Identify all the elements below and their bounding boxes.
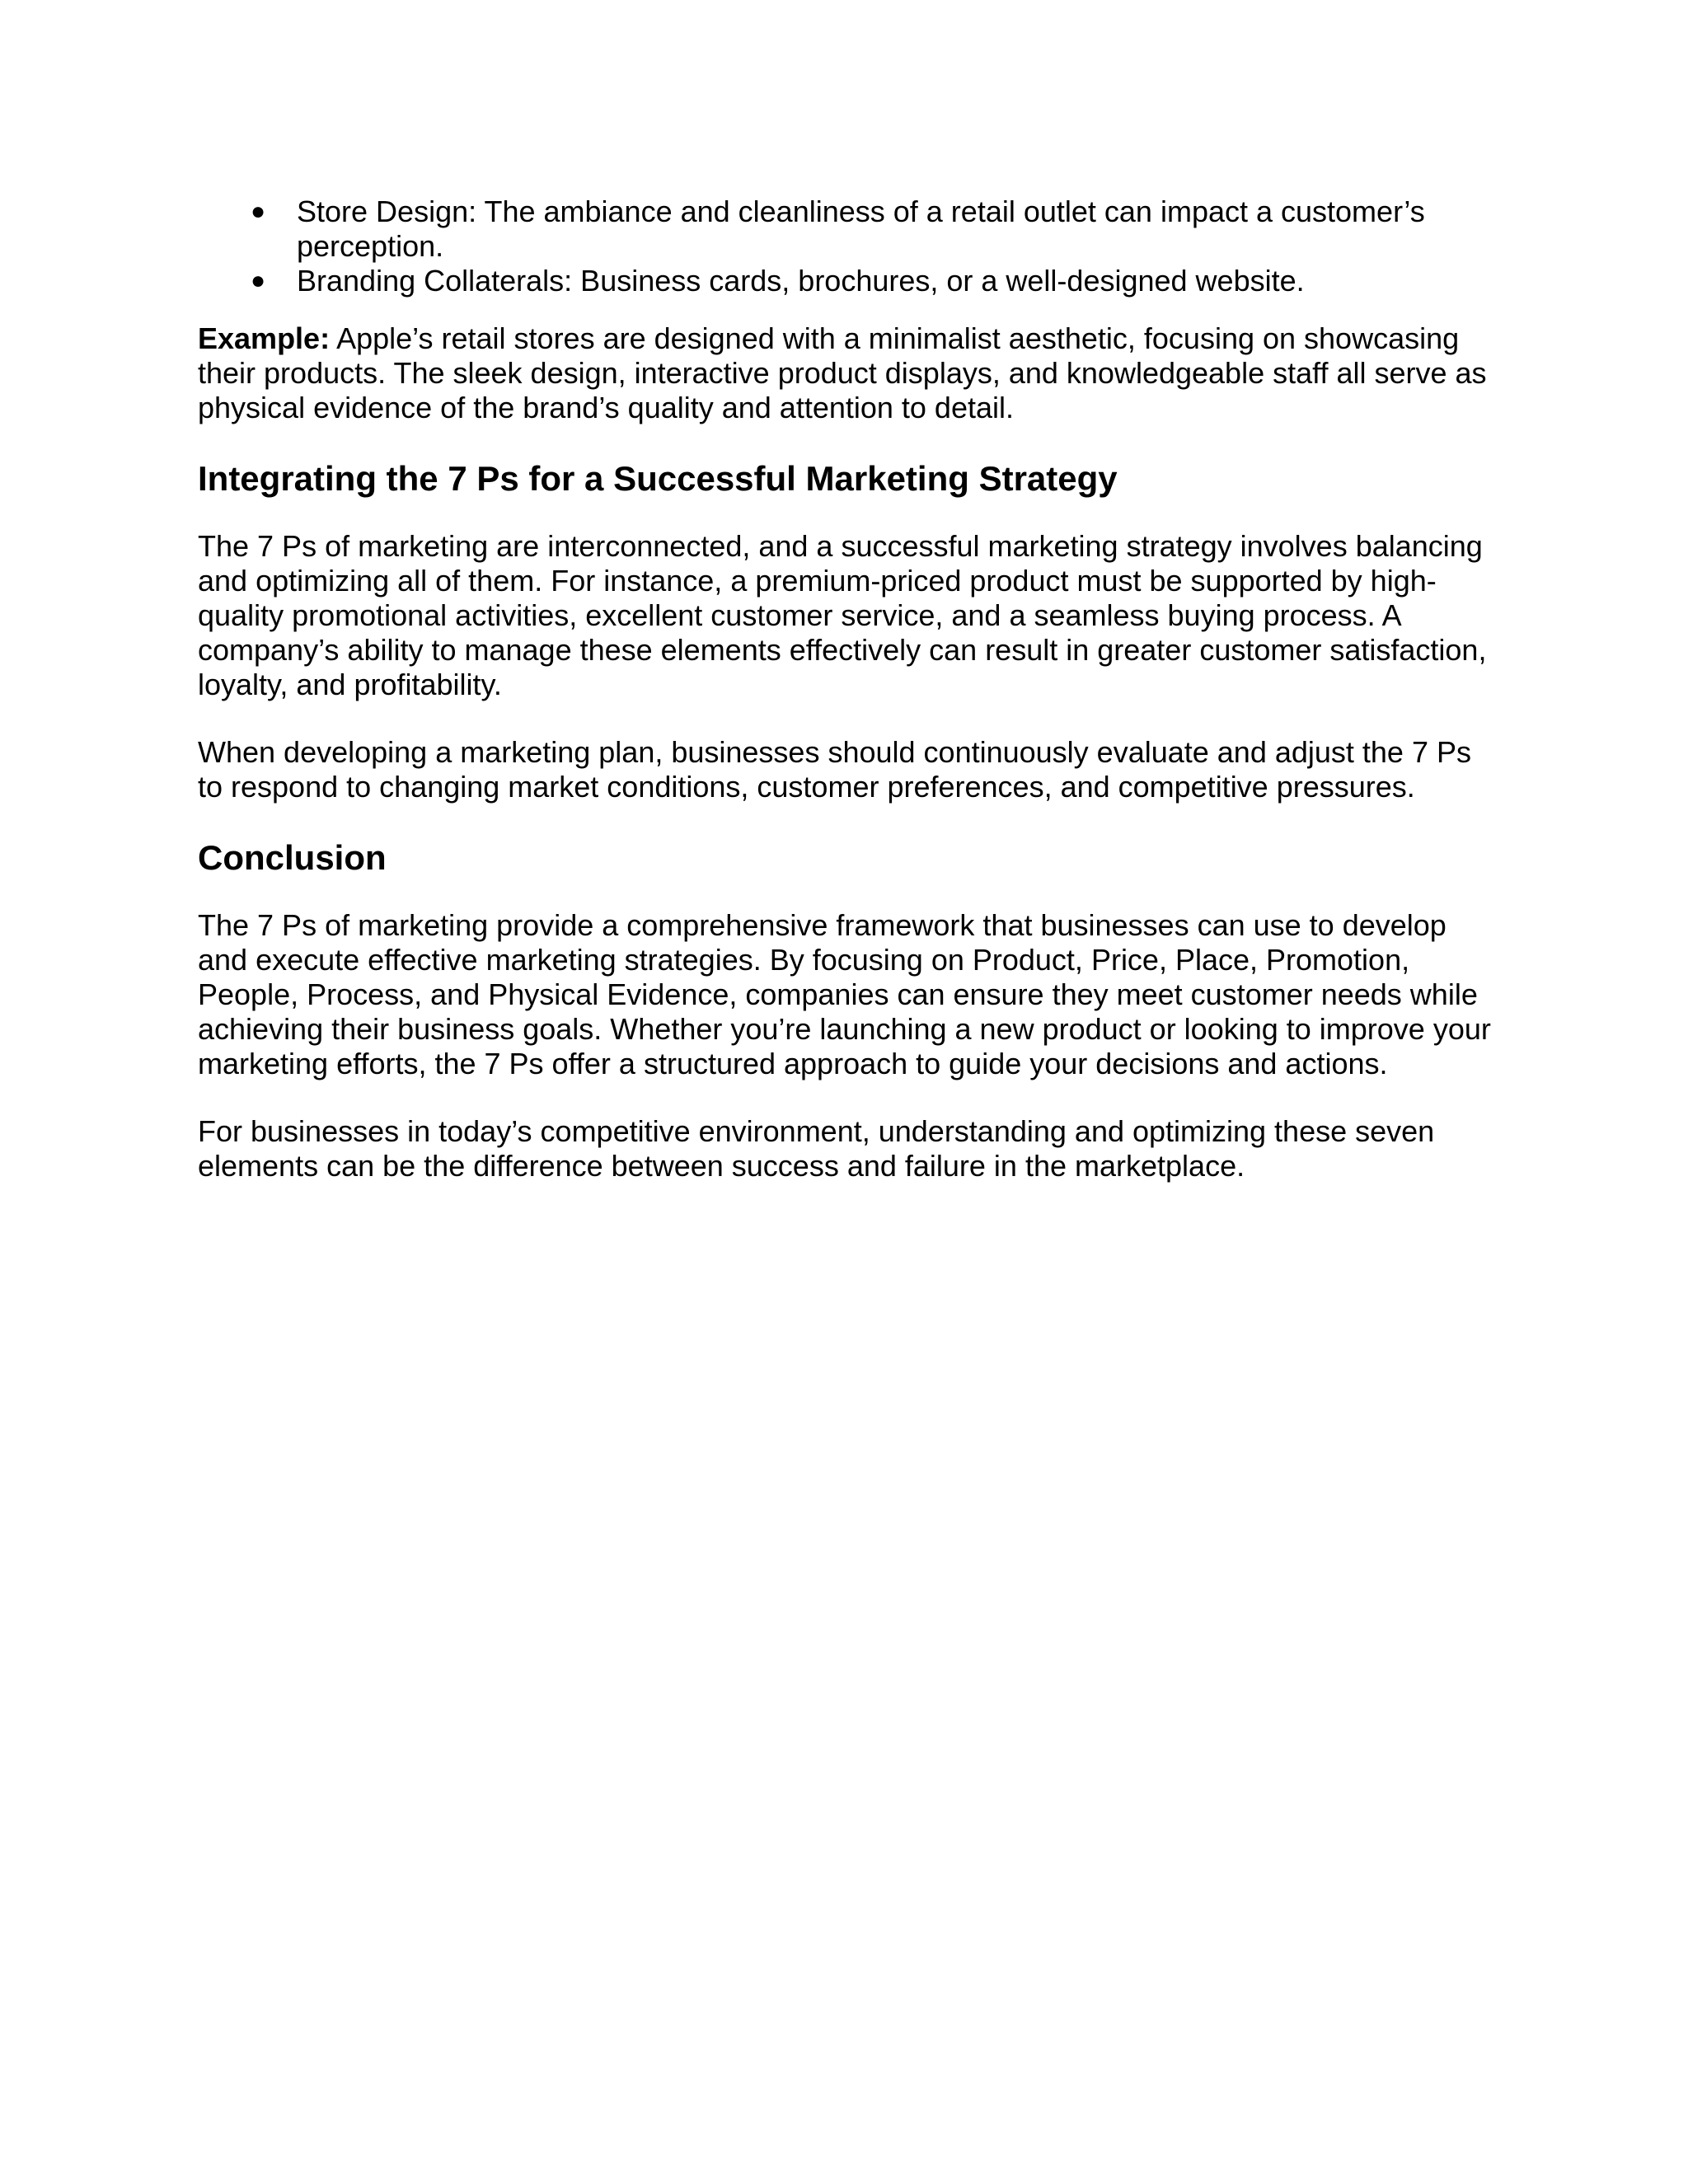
section-heading-conclusion: Conclusion: [198, 838, 387, 877]
paragraph: The 7 Ps of marketing are interconnected, and a successful marketing strategy involves balancing and optimizing all of them. For instance, a premium-priced product must be supported by high-quality promotional activities, excellent customer service, and a seamless buying process. A company’s ability to manage these elements effectively can result in greater customer satisfaction, loyalty, and profitability.: [198, 529, 1487, 701]
section-heading-integrating: Integrating the 7 Ps for a Successful Marketing Strategy: [198, 459, 1118, 498]
bullet-list: [198, 194, 1492, 298]
bullet-icon: ●: [251, 267, 266, 294]
example-paragraph: [198, 321, 1492, 425]
list-item: [198, 194, 1492, 264]
paragraph: When developing a marketing plan, businesses should continuously evaluate and adjust the 7 Ps to respond to changing market conditions, customer preferences, and competitive pressures.: [198, 735, 1471, 804]
bullet-icon: ●: [251, 198, 266, 225]
document-page: [198, 194, 1492, 1216]
list-item: [198, 264, 1492, 298]
example-label: Example:: [198, 321, 331, 355]
paragraph: The 7 Ps of marketing provide a comprehensive framework that businesses can use to develop and execute effective marketing strategies. By focusing on Product, Price, Place, Promotion, People, Process, and Physical Evidence, companies can ensure they meet customer needs while achieving their business goals. Whether you’re launching a new product or looking to improve your marketing efforts, the 7 Ps offer a structured approach to guide your decisions and actions.: [198, 908, 1491, 1080]
list-item-text: Branding Collaterals: Business cards, brochures, or a well-designed website.: [297, 264, 1305, 298]
paragraph: For businesses in today’s competitive environment, understanding and optimizing these seven elements can be the difference between success and failure in the marketplace.: [198, 1114, 1435, 1183]
example-text: Apple’s retail stores are designed with a minimalist aesthetic, focusing on showcasing their products. The sleek design, interactive product displays, and knowledgeable staff all serve as physical evidence of the brand’s quality and attention to detail.: [198, 321, 1487, 424]
list-item-text: Store Design: The ambiance and cleanliness of a retail outlet can impact a customer’s perception.: [297, 194, 1425, 263]
